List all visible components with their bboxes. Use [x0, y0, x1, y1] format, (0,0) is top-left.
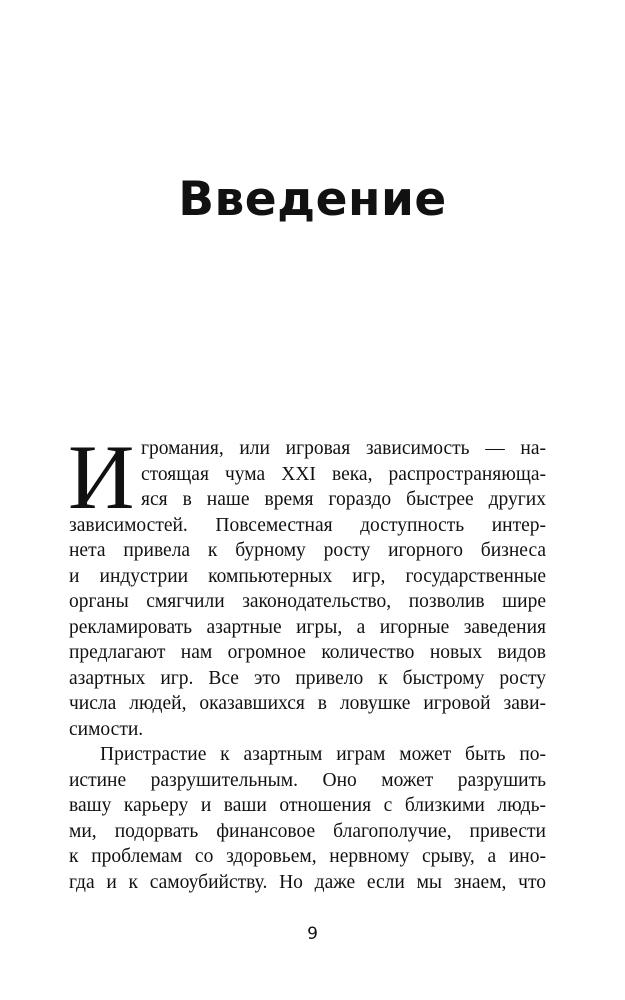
text-line: к проблемам со здоровьем, нервному срыву, а ино- [69, 846, 546, 867]
chapter-title: Введение [178, 172, 447, 227]
page-number: 9 [307, 924, 318, 944]
text-line: Пристрастие к азартным играм может быть по- [100, 744, 546, 765]
text-line: рекламировать азартные игры, а игорные заведения [69, 616, 546, 638]
body-text [68, 426, 546, 895]
text-line: истине разрушительным. Оно может разрушить [69, 769, 546, 791]
text-line: числа людей, оказавшихся в ловушке игровой зави- [69, 693, 546, 714]
text-line: предлагают нам огромное количество новых видов [69, 642, 546, 663]
text-line: симости. [69, 718, 144, 740]
text-line: стоящая чума XXI века, распространяюща- [141, 463, 546, 485]
text-line: и индустрии компьютерных игр, государственные [69, 565, 546, 587]
drop-cap: И [68, 426, 135, 528]
text-line: вашу карьеру и ваши отношения с близкими людь- [69, 795, 546, 816]
text-line: громания, или игровая зависимость — на- [141, 438, 546, 459]
text-line: органы смягчили законодательство, позволив шире [69, 591, 546, 612]
text-line: гда и к самоубийству. Но даже если мы знаем, что [69, 871, 546, 893]
text-line: ми, подорвать финансовое благополучие, привести [69, 820, 546, 842]
text-line: нета привела к бурному росту игорного бизнеса [69, 540, 546, 561]
text-line: азартных игр. Все это привело к быстрому росту [69, 667, 546, 689]
text-line: яся в наше время гораздо быстрее других [141, 489, 546, 510]
text-line: зависимостей. Повсеместная доступность интер- [69, 514, 546, 536]
